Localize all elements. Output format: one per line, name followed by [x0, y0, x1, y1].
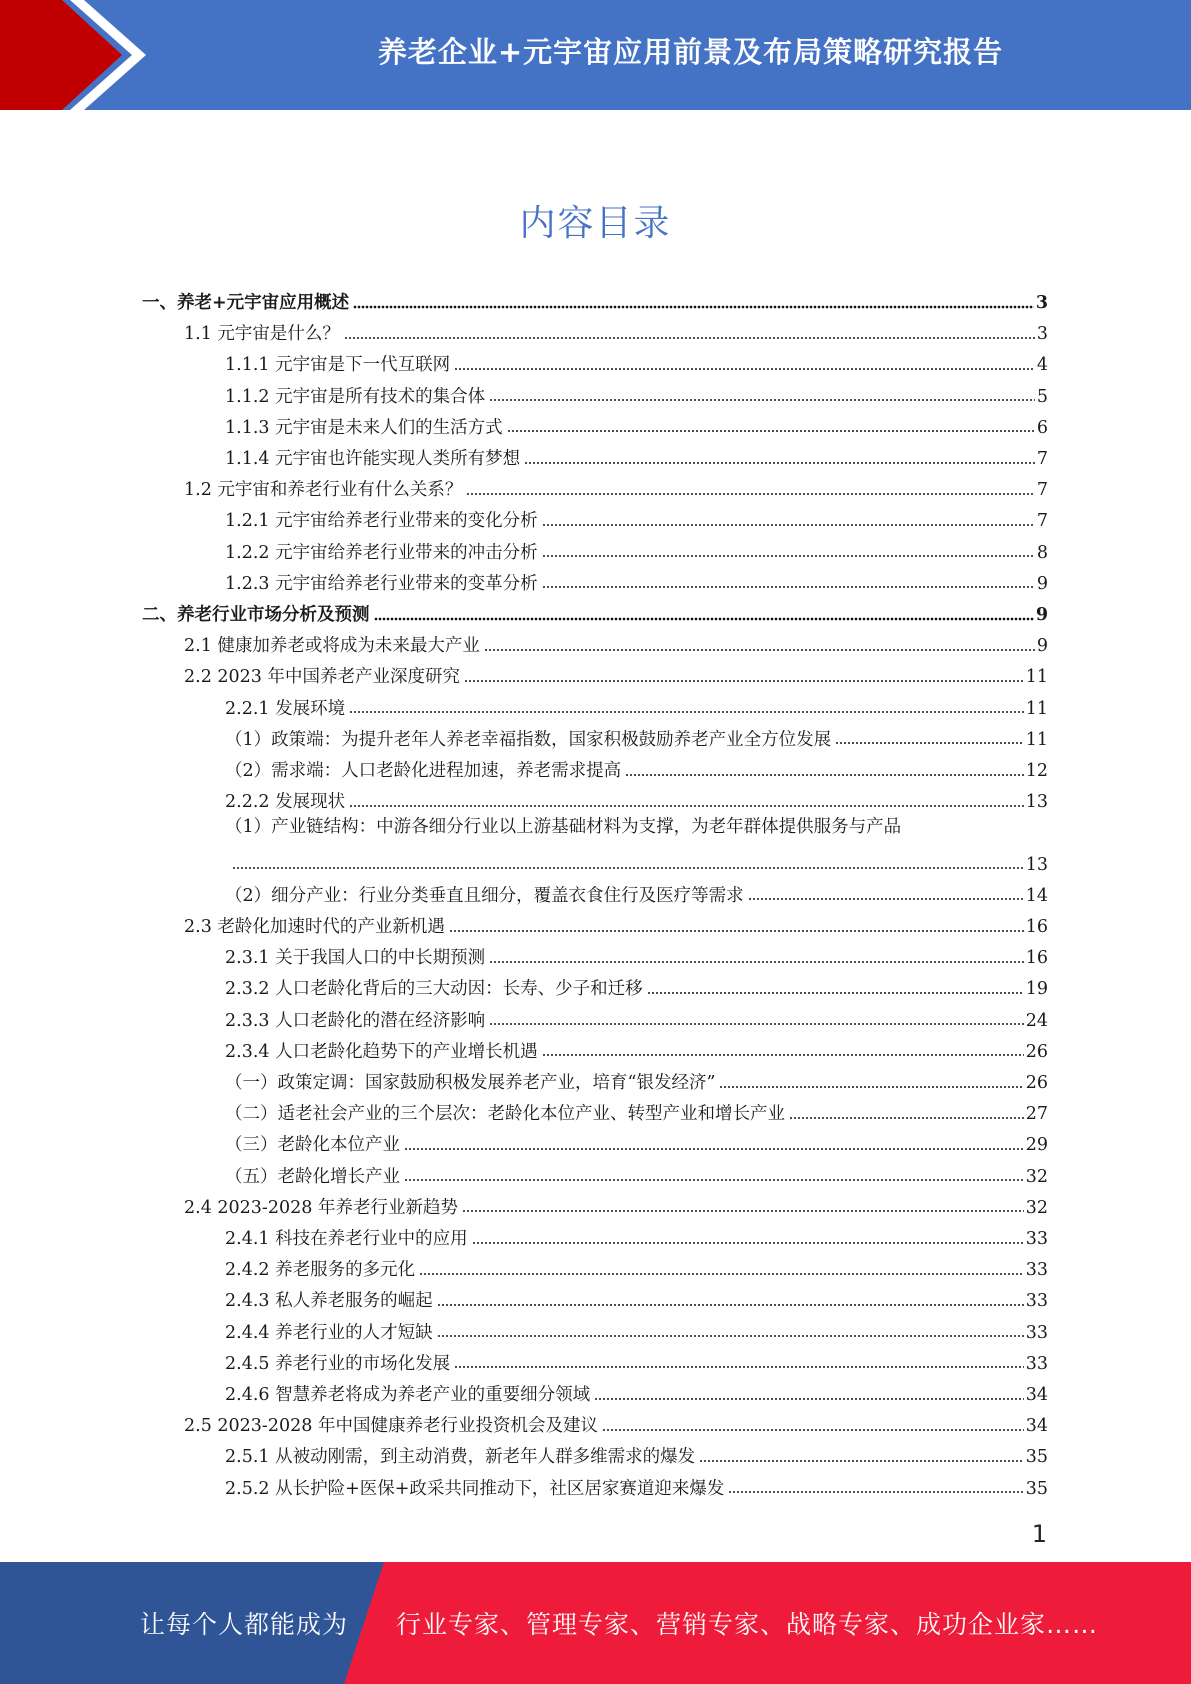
toc-page-number: 19 [1025, 979, 1048, 1000]
footer-slogan-right: 行业专家、管理专家、营销专家、战略专家、成功企业家…… [396, 1610, 1099, 1639]
leader-dots [454, 1365, 1024, 1370]
toc-entry[interactable] [225, 784, 1048, 814]
toc-entry-label: （二）适老社会产业的三个层次：老龄化本位产业、转型产业和增长产业 [225, 1104, 785, 1125]
toc-entry-label: 2.5 2023-2028 年中国健康养老行业投资机会及建议 [184, 1416, 598, 1437]
leader-dots [353, 304, 1034, 309]
toc-entry-label: 2.5.2 从长护险+医保+政采共同推动下，社区居家赛道迎来爆发 [225, 1478, 725, 1499]
leader-dots [462, 1209, 1024, 1214]
toc-entry-label: 1.1.2 元宇宙是所有技术的集合体 [225, 386, 486, 407]
toc-entry[interactable] [225, 347, 1048, 377]
toc-entry[interactable] [225, 1003, 1048, 1033]
toc-page-number: 13 [1025, 792, 1048, 813]
toc-entry[interactable] [184, 472, 1048, 502]
leader-dots [542, 585, 1035, 590]
leader-dots [542, 522, 1035, 527]
leader-dots [464, 678, 1024, 683]
toc-page-number: 33 [1025, 1353, 1048, 1374]
toc-entry-label: 2.3 老龄化加速时代的产业新机遇 [184, 917, 445, 937]
toc-entry[interactable] [225, 441, 1048, 471]
toc-entry[interactable] [225, 1159, 1048, 1189]
toc-entry[interactable] [225, 722, 1048, 752]
toc-entry[interactable] [184, 628, 1048, 658]
leader-dots [472, 1240, 1024, 1245]
toc-entry-label: 2.2.1 发展环境 [225, 698, 346, 719]
toc-entry[interactable] [225, 691, 1048, 721]
toc-entry[interactable] [225, 535, 1048, 565]
toc-entry[interactable] [225, 566, 1048, 596]
toc-page-number: 33 [1025, 1229, 1048, 1249]
toc-page-number: 33 [1025, 1291, 1048, 1312]
leader-dots [542, 554, 1035, 559]
toc-entry[interactable] [184, 659, 1048, 689]
toc-page-number: 7 [1036, 480, 1048, 501]
toc-entry-label: 1.1.4 元宇宙也许能实现人类所有梦想 [225, 449, 521, 469]
leader-dots [625, 772, 1024, 777]
toc-page-number: 16 [1025, 948, 1048, 969]
leader-dots [454, 366, 1035, 371]
leader-dots [404, 1178, 1024, 1183]
toc-entry[interactable] [230, 847, 1048, 877]
leader-dots [602, 1427, 1024, 1432]
toc-entry-label: （五）老龄化增长产业 [225, 1166, 400, 1187]
toc-entry[interactable] [225, 878, 1048, 908]
leader-dots [748, 897, 1024, 902]
leader-dots [719, 1084, 1023, 1089]
toc-entry-label: 2.3.3 人口老龄化的潜在经济影响 [225, 1010, 486, 1031]
toc-entry-label: （2）需求端：人口老龄化进程加速，养老需求提高 [225, 761, 622, 781]
toc-page-number: 6 [1036, 417, 1048, 438]
leader-dots [699, 1458, 1024, 1463]
toc-page-number: 34 [1025, 1416, 1048, 1437]
toc-entry[interactable] [225, 1377, 1048, 1407]
toc-page-number: 24 [1025, 1010, 1048, 1031]
toc-entry[interactable] [225, 410, 1048, 440]
red-chevron-decoration [0, 0, 160, 110]
toc-page-number: 13 [1025, 854, 1048, 875]
footer-band [0, 1562, 1191, 1684]
toc-entry[interactable] [225, 940, 1048, 970]
toc-entry[interactable] [225, 1471, 1048, 1501]
toc-entry[interactable] [225, 379, 1048, 409]
leader-dots [349, 803, 1024, 808]
toc-page-number: 33 [1025, 1260, 1048, 1281]
toc-entry-label: （2）细分产业：行业分类垂直且细分，覆盖衣食住行及医疗等需求 [225, 885, 744, 906]
toc-entry[interactable] [184, 909, 1048, 939]
toc-page-number: 9 [1036, 573, 1048, 594]
toc-entry[interactable] [225, 1346, 1048, 1376]
toc-page-number: 33 [1025, 1322, 1048, 1343]
toc-page-number: 11 [1025, 729, 1048, 750]
leader-dots [437, 1334, 1024, 1339]
toc-heading: 内容目录 [519, 203, 672, 244]
toc-entry-label: 1.2.1 元宇宙给养老行业带来的变化分析 [225, 511, 538, 532]
toc-page-number: 9 [1036, 636, 1048, 657]
toc-page-number: 35 [1025, 1478, 1048, 1499]
footer-slogan-left: 让每个人都能成为 [140, 1610, 349, 1639]
leader-dots [374, 616, 1034, 621]
toc-page-number: 35 [1025, 1447, 1048, 1468]
toc-entry[interactable] [184, 1408, 1048, 1438]
toc-page-number: 27 [1025, 1104, 1048, 1125]
toc-page-number: 11 [1025, 698, 1048, 719]
leader-dots [594, 1396, 1024, 1401]
toc-entry-label: 2.4.1 科技在养老行业中的应用 [225, 1229, 468, 1249]
toc-entry-label: 1.2.2 元宇宙给养老行业带来的冲击分析 [225, 542, 538, 563]
toc-entry[interactable] [225, 1065, 1048, 1095]
leader-dots [789, 1115, 1024, 1120]
toc-page-number: 7 [1036, 449, 1048, 469]
toc-page-number: 34 [1025, 1385, 1048, 1405]
toc-entry[interactable] [225, 1283, 1048, 1313]
toc-entry-label: 2.4 2023-2028 年养老行业新趋势 [184, 1197, 458, 1218]
toc-page-number: 3 [1035, 293, 1048, 313]
toc-page-number: 9 [1035, 605, 1048, 625]
toc-entry-label: 2.4.5 养老行业的市场化发展 [225, 1353, 451, 1374]
toc-entry-label: 2.3.2 人口老龄化背后的三大动因：长寿、少子和迁移 [225, 979, 643, 1000]
toc-entry-label: （三）老龄化本位产业 [225, 1135, 400, 1156]
toc-entry[interactable] [225, 503, 1048, 533]
leader-dots [647, 990, 1024, 995]
toc-entry-label: 1.2 元宇宙和养老行业有什么关系？ [184, 480, 463, 501]
leader-dots [489, 398, 1035, 403]
leader-dots [404, 1146, 1024, 1151]
report-title: 养老企业+元宇宙应用前景及布局策略研究报告 [377, 34, 1004, 69]
toc-page-number: 4 [1036, 355, 1048, 376]
toc-entry-label: 2.4.2 养老服务的多元化 [225, 1260, 416, 1281]
toc-entry-label: 2.1 健康加养老或将成为未来最大产业 [184, 636, 480, 657]
toc-page-number: 14 [1025, 885, 1048, 906]
toc-entry-label: 二、养老行业市场分析及预测 [142, 605, 370, 625]
toc-entry-label[interactable]: （1）产业链结构：中游各细分行业以上游基础材料为支撑，为老年群体提供服务与产品 [225, 817, 902, 838]
leader-dots [484, 647, 1035, 652]
toc-page-number: 32 [1025, 1166, 1048, 1187]
toc-entry-label: （一）政策定调：国家鼓励积极发展养老产业，培育“银发经济” [225, 1073, 716, 1093]
header-band [0, 0, 1191, 110]
toc-page-number: 16 [1025, 917, 1048, 937]
leader-dots [507, 429, 1035, 434]
toc-entry[interactable] [142, 597, 1048, 627]
toc-page-number: 7 [1036, 511, 1048, 532]
leader-dots [349, 710, 1024, 715]
toc-entry[interactable] [184, 1190, 1048, 1220]
leader-dots [489, 1022, 1024, 1027]
toc-entry-label: 2.4.3 私人养老服务的崛起 [225, 1291, 433, 1312]
toc-page-number: 3 [1036, 324, 1048, 345]
leader-dots [232, 866, 1024, 871]
toc-page-number: 26 [1025, 1041, 1048, 1062]
toc-entry[interactable] [225, 971, 1048, 1001]
leader-dots [449, 928, 1024, 933]
toc-page-number: 32 [1025, 1197, 1048, 1218]
toc-entry-label: 1.1.3 元宇宙是未来人们的生活方式 [225, 417, 503, 438]
page-number: 1 [1031, 1520, 1047, 1548]
toc-page-number: 8 [1036, 542, 1048, 563]
toc-entry[interactable] [225, 1439, 1048, 1469]
toc-entry[interactable] [225, 753, 1048, 783]
leader-dots [466, 491, 1034, 496]
toc-entry-label: 2.4.4 养老行业的人才短缺 [225, 1322, 433, 1343]
toc-entry[interactable] [225, 1096, 1048, 1126]
toc-entry-label: （1）政策端：为提升老年人养老幸福指数，国家积极鼓励养老产业全方位发展 [225, 729, 832, 750]
leader-dots [728, 1490, 1023, 1495]
toc-entry-label: 2.4.6 智慧养老将成为养老产业的重要细分领域 [225, 1385, 591, 1405]
toc-entry[interactable] [225, 1034, 1048, 1064]
toc-entry-label: 2.2.2 发展现状 [225, 792, 346, 813]
toc-entry-label: 1.1.1 元宇宙是下一代互联网 [225, 355, 451, 376]
toc-entry[interactable] [225, 1315, 1048, 1345]
toc-page-number: 11 [1025, 667, 1048, 688]
toc-page-number: 26 [1025, 1073, 1048, 1093]
toc-page-number: 12 [1025, 761, 1048, 781]
leader-dots [437, 1302, 1024, 1307]
leader-dots [344, 335, 1035, 340]
toc-entry-label: 2.5.1 从被动刚需，到主动消费，新老年人群多维需求的爆发 [225, 1447, 696, 1468]
leader-dots [524, 460, 1035, 465]
toc-entry-label: 2.3.1 关于我国人口的中长期预测 [225, 948, 486, 969]
toc-entry-label: 2.2 2023 年中国养老产业深度研究 [184, 667, 460, 688]
toc-entry[interactable] [184, 316, 1048, 346]
toc-page-number: 29 [1025, 1135, 1048, 1156]
leader-dots [419, 1271, 1024, 1276]
leader-dots [835, 741, 1024, 746]
leader-dots [542, 1053, 1024, 1058]
leader-dots [489, 959, 1024, 964]
toc-page-number: 5 [1036, 386, 1048, 407]
toc-entry[interactable] [225, 1221, 1048, 1251]
toc-entry[interactable] [225, 1127, 1048, 1157]
toc-entry-label: 1.1 元宇宙是什么？ [184, 324, 340, 345]
toc-entry[interactable] [225, 1252, 1048, 1282]
toc-entry-label: 2.3.4 人口老龄化趋势下的产业增长机遇 [225, 1041, 538, 1062]
toc-entry[interactable] [142, 285, 1048, 315]
toc-entry-label: 1.2.3 元宇宙给养老行业带来的变革分析 [225, 573, 538, 594]
toc-entry-label: 一、养老+元宇宙应用概述 [142, 293, 350, 313]
